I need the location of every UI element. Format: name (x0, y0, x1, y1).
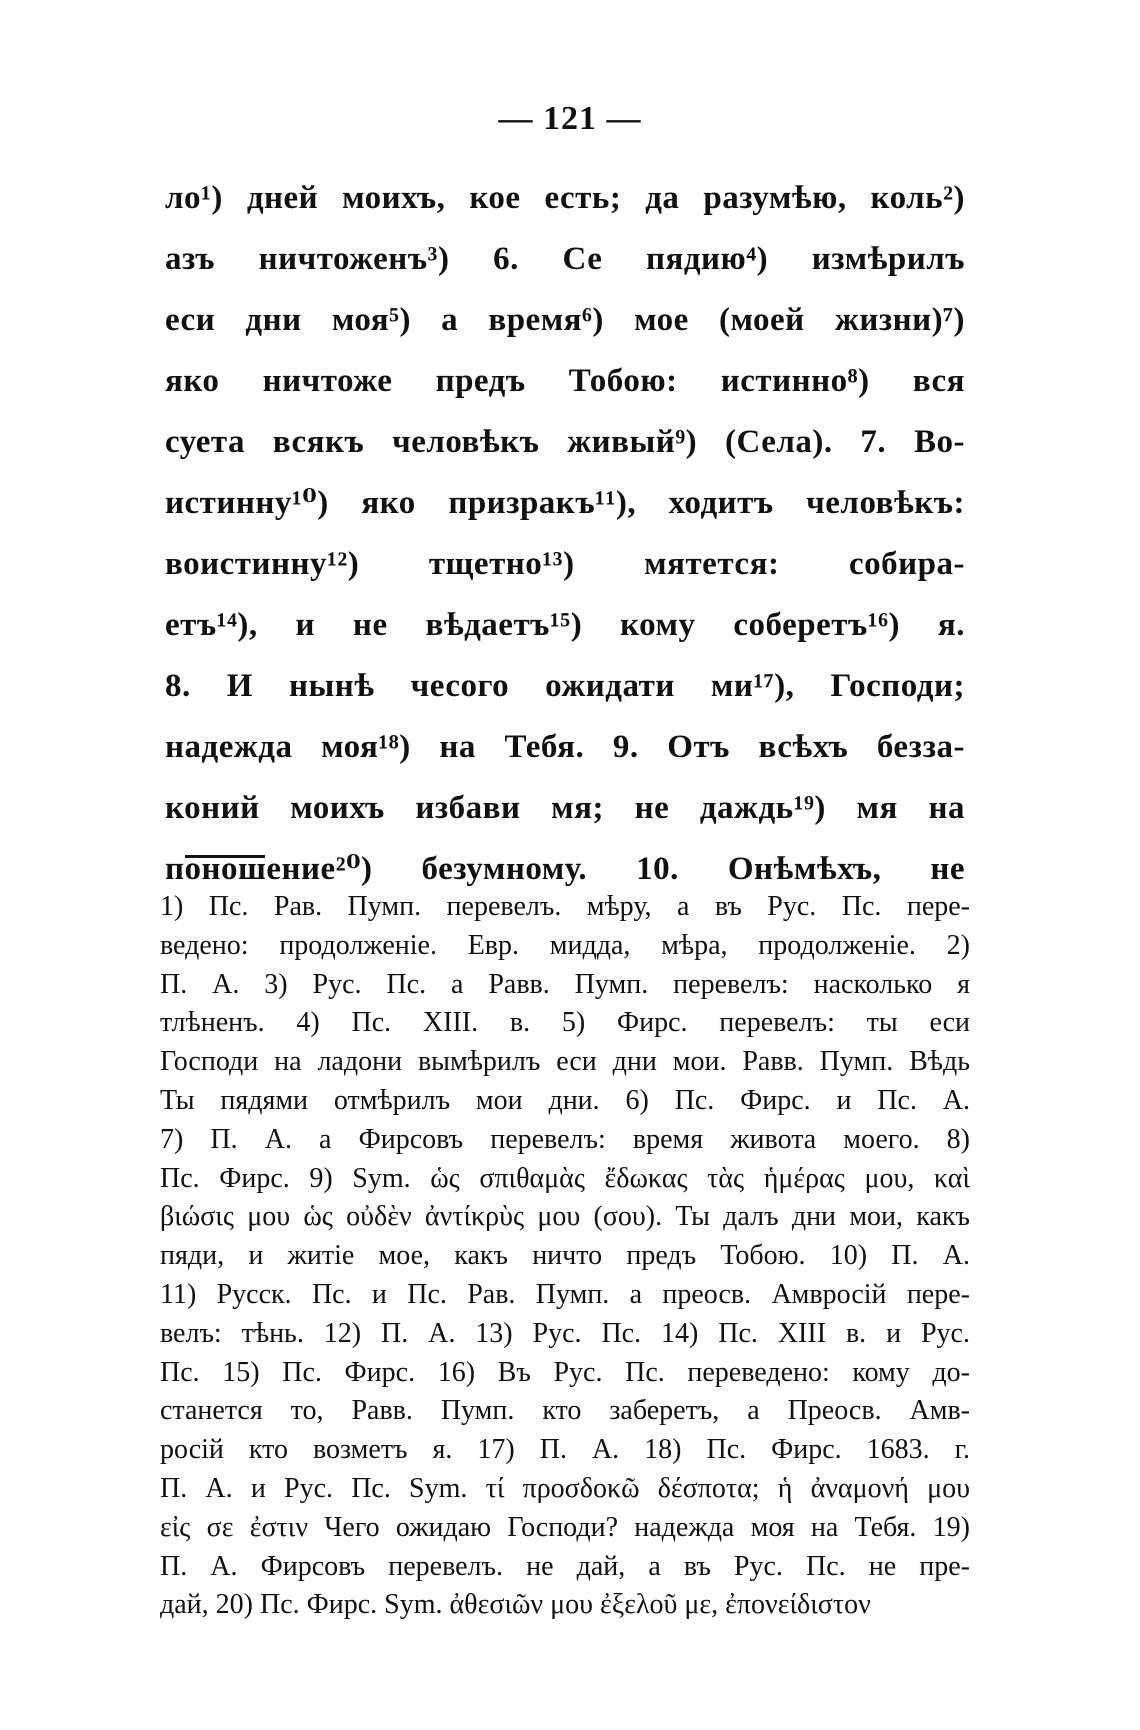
footnote-line: П. А. и Рус. Пс. Sym. τί προσδοκῶ δέσποτα; ἡ ἀναμονή μου (160, 1472, 970, 1504)
footnote-line: 1) Пс. Рав. Пумп. перевелъ. мѣру, а въ Рус. Пс. пере- (160, 891, 970, 922)
main-text-line: еси дни моя⁵) а время⁶) мое (моей жизни)⁷) (165, 302, 965, 338)
footnote-line: П. А. Фирсовъ перевелъ. не дай, а въ Рус. Пс. не пре- (160, 1550, 970, 1582)
footnote-line: 7) П. А. а Фирсовъ перевелъ: время живота моего. 8) (160, 1123, 970, 1155)
footnote-line: росій кто возметъ я. 17) П. А. 18) Пс. Фирс. 1683. г. (160, 1434, 970, 1466)
footnote-line: Пс. Фирс. 9) Sym. ὡς σπιθαμὰς ἔδωκας τὰς ἡμέρας μου, καὶ (160, 1162, 970, 1194)
footnote-line: тлѣненъ. 4) Пс. XIII. в. 5) Фирс. перевелъ: ты еси (160, 1007, 970, 1039)
main-text-line: ло¹) дней моихъ, кое есть; да разумѣю, коль²) (165, 180, 965, 216)
main-text-line: 8. И нынѣ чесого ожидати ми¹⁷), Господи; (165, 668, 965, 704)
main-text-line: етъ¹⁴), и не вѣдаетъ¹⁵) кому соберетъ¹⁶) я. (165, 607, 965, 643)
main-text-line: воистинну¹²) тщетно¹³) мятется: собира- (165, 546, 965, 582)
footnote-line: Пс. 15) Пс. Фирс. 16) Въ Рус. Пс. переведено: кому до- (160, 1356, 970, 1388)
main-text (165, 168, 965, 900)
footnote-line: Господи на ладони вымѣрилъ еси дни мои. Равв. Пумп. Вѣдь (160, 1046, 970, 1078)
footnote-line: дай, 20) Пс. Фирс. Sym. ἀθεσιῶν μου ἐξελοῦ με, ἐπονείδιστον (160, 1589, 871, 1621)
footnote-line: Ты пядями отмѣрилъ мои дни. 6) Пс. Фирс. и Пс. А. (160, 1084, 970, 1116)
main-text-line: поношение²⁰) безумному. 10. Онѣмѣхъ, не (165, 851, 965, 887)
footnote-line: εἰς σε ἐστιν Чего ожидаю Господи? надежда моя на Тебя. 19) (160, 1511, 970, 1543)
footnote-line: велъ: тѣнь. 12) П. А. 13) Рус. Пс. 14) Пс. XIII в. и Рус. (160, 1317, 970, 1349)
footnote-line: станется то, Равв. Пумп. кто заберетъ, а Преосв. Амв- (160, 1395, 970, 1427)
main-text-line: суета всякъ человѣкъ живый⁹) (Села). 7. Во- (165, 424, 965, 460)
footnote-line: 11) Русск. Пс. и Пс. Рав. Пумп. а преосв. Амвросій пере- (160, 1278, 970, 1310)
footnote-line: ведено: продолженіе. Евр. мидда, мѣра, продолженіе. 2) (160, 929, 970, 961)
main-text-line: коний моихъ избави мя; не даждь¹⁹) мя на (165, 790, 965, 826)
main-text-line: надежда моя¹⁸) на Тебя. 9. Отъ всѣхъ безза- (165, 729, 965, 765)
footnote-line: П. А. 3) Рус. Пс. а Равв. Пумп. перевелъ: насколько я (160, 968, 970, 1000)
footnote-divider (185, 855, 265, 858)
footnote-line: βιώσις μου ὡς οὐδὲν ἀντίκρὺς μου (σου). Ты далъ дни мои, какъ (160, 1201, 970, 1233)
page-number: — 121 — (498, 100, 642, 137)
footnotes (160, 888, 970, 1625)
main-text-line: яко ничтоже предъ Тобою: истинно⁸) вся (165, 363, 965, 399)
footnote-line: пяди, и житіе мое, какъ ничто предъ Тобою. 10) П. А. (160, 1240, 970, 1272)
main-text-line: истинну¹⁰) яко призракъ¹¹), ходитъ человѣкъ: (165, 485, 965, 521)
main-text-line: азъ ничтоженъ³) 6. Се пядию⁴) измѣрилъ (165, 241, 965, 277)
